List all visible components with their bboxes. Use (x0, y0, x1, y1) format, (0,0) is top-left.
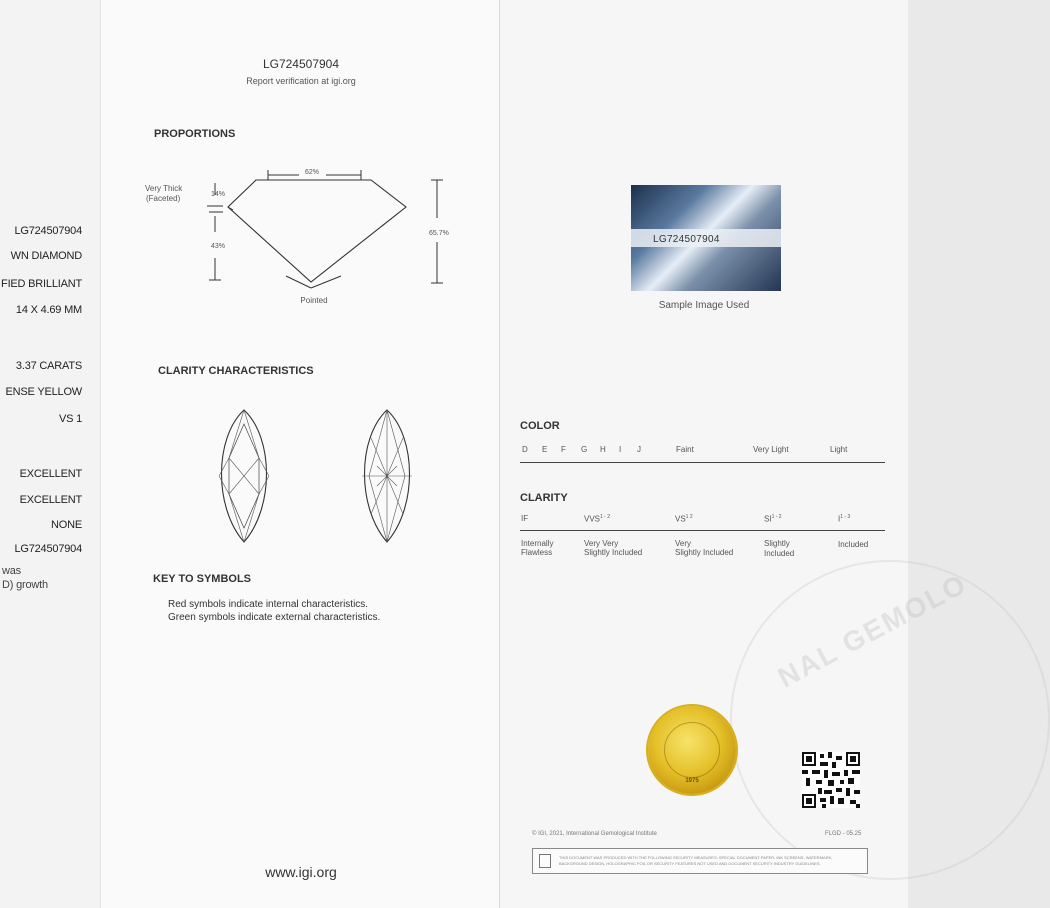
color-grade-value: ENSE YELLOW (5, 386, 82, 398)
clarity-grade-i: $I^{1 - 3}$ (838, 514, 851, 524)
marquise-plot-diagram (201, 408, 441, 548)
color-very-light: Very Light (753, 445, 789, 454)
carat-weight-value: 3.37 CARATS (15, 360, 82, 372)
comment-line: was (2, 565, 21, 577)
clarity-grade-vvs: VVS$^{1 - 2}$ (584, 514, 611, 524)
grading-scales-panel (500, 0, 973, 908)
seal-year: 1975 (685, 778, 699, 784)
color-grade-f: F (561, 445, 566, 454)
proportions-panel (100, 0, 500, 908)
watermark-text: NAL GEMOLO (772, 567, 973, 694)
clarity-desc-si: Included (764, 549, 795, 558)
symmetry-value: EXCELLENT (19, 494, 82, 506)
clarity-desc-vs: Very (675, 539, 692, 548)
clarity-grade-if: IF (521, 514, 529, 523)
clarity-desc-if: Internally (521, 539, 554, 548)
color-grade-d: D (522, 445, 528, 454)
report-number: LG724507904 (262, 57, 340, 71)
clarity-desc-si: Slightly (764, 539, 790, 548)
culet-label: Pointed (300, 296, 328, 305)
security-features-strip (532, 848, 868, 874)
clarity-desc-vvs: Very Very (584, 539, 619, 548)
color-grade-g: G (581, 445, 588, 454)
crown-percent: 14% (211, 191, 226, 198)
color-grade-e: E (542, 445, 548, 454)
clarity-desc-vvs: Slightly Included (584, 548, 643, 557)
color-faint: Faint (676, 445, 694, 454)
clarity-grade-value: VS 1 (58, 413, 82, 425)
clarity-desc-vs: Slightly Included (675, 548, 734, 557)
fluorescence-value: NONE (51, 519, 82, 531)
verification-text: Report verification at igi.org (246, 76, 356, 86)
pavilion-percent: 43% (211, 243, 226, 250)
clarity-grade-si: SI$^{1 - 2}$ (764, 514, 782, 524)
color-scale-heading: COLOR (520, 420, 560, 432)
shape-value: FIED BRILLIANT (1, 278, 82, 290)
clarity-grade-vs: $VS^{1 2}$ (675, 514, 693, 524)
proportions-diagram (131, 150, 471, 310)
comment-line: D) growth (2, 579, 48, 591)
report-number-value: LG724507904 (14, 225, 82, 237)
clarity-desc-i: Included (838, 540, 869, 549)
measurements-value: 14 X 4.69 MM (15, 304, 82, 316)
left-report-panel (0, 0, 100, 908)
website-link[interactable]: www.igi.org (265, 864, 337, 880)
sample-inscription: LG724507904 (653, 234, 720, 245)
color-grade-i: I (619, 445, 622, 454)
clarity-scale-heading: CLARITY (520, 492, 568, 504)
inscription-value: LG724507904 (14, 543, 82, 555)
polish-value: EXCELLENT (19, 468, 82, 480)
qr-code-icon[interactable] (802, 752, 860, 808)
girdle-label: (Faceted) (146, 194, 181, 203)
clarity-desc-if: Flawless (521, 548, 553, 557)
total-depth-percent: 65.7% (429, 230, 449, 237)
girdle-label: Very Thick (145, 184, 183, 193)
clarity-characteristics-heading: CLARITY CHARACTERISTICS (158, 365, 314, 377)
copyright-text: © IGI, 2021, International Gemological Institute (532, 831, 657, 837)
proportions-heading: PROPORTIONS (154, 128, 236, 140)
key-internal-text: Red symbols indicate internal characteristics. (168, 599, 369, 610)
description-value: WN DIAMOND (10, 250, 82, 262)
security-text: THIS DOCUMENT WAS PRODUCED WITH THE FOLLOWING SECURITY MEASURES: SPECIAL DOCUMENT PAPER, INK SCREENS, WATERMARK, BACKGROUND DESIGN, HOLOGRAPHIC FOIL OR SECURITY FEATURES NOT USED AND DOCUMENT SECURITY INDUSTRY GUIDELINES. (559, 855, 833, 866)
color-scale-rule (520, 462, 885, 463)
document-icon (539, 854, 551, 868)
form-code: FLGD - 05.25 (825, 831, 862, 837)
igi-gold-seal-icon (648, 706, 736, 794)
color-light: Light (830, 445, 848, 454)
sample-image-caption: Sample Image Used (658, 300, 750, 311)
color-grade-j: J (637, 445, 641, 454)
girdle-inscription-image (631, 185, 781, 291)
color-grade-h: H (600, 445, 606, 454)
clarity-scale-rule (520, 530, 885, 531)
key-to-symbols-heading: KEY TO SYMBOLS (153, 573, 252, 585)
table-percent: 62% (304, 169, 320, 176)
key-external-text: Green symbols indicate external characteristics. (168, 612, 381, 623)
